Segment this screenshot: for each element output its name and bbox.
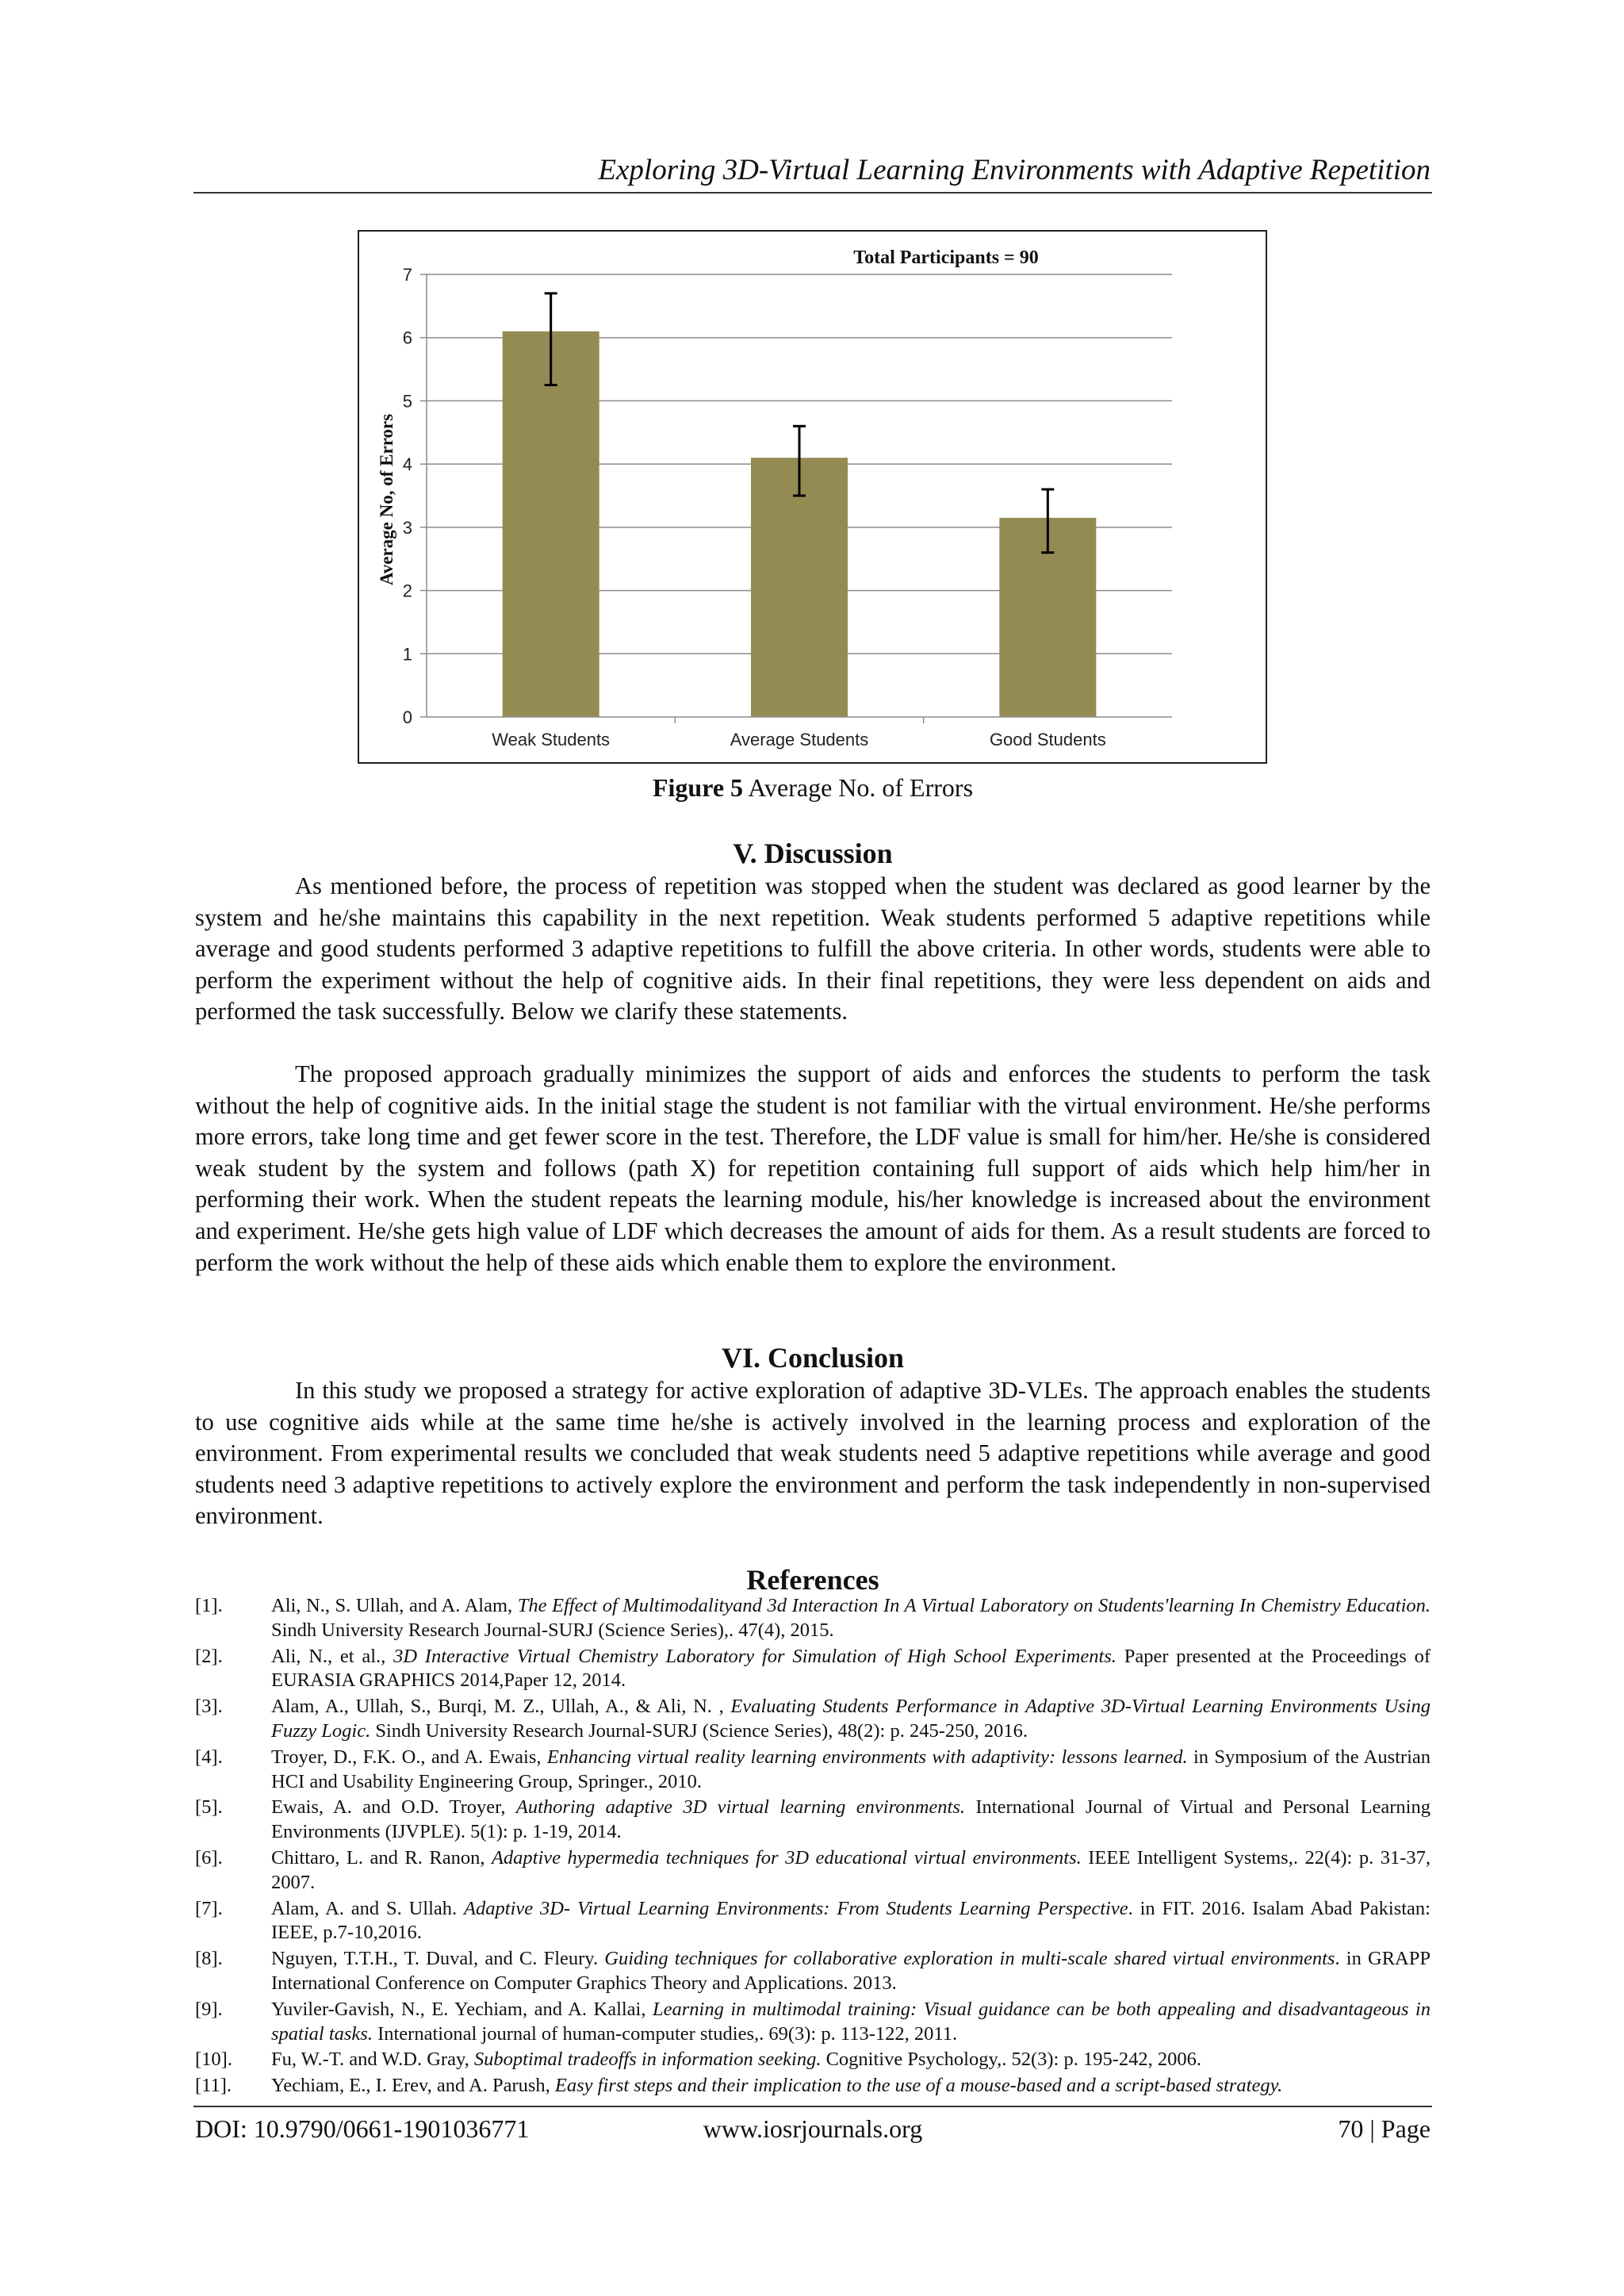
figure-caption-text: Average No. of Errors — [743, 773, 974, 802]
y-tick-label: 0 — [402, 707, 412, 727]
page-footer — [195, 2111, 1431, 2146]
chart-y-axis-label: Average No, of Errors — [377, 413, 396, 586]
y-tick-label: 2 — [402, 581, 412, 601]
chart-bars — [503, 332, 1097, 717]
references-list — [195, 1594, 1431, 2100]
reference-item: [2]. Ali, N., et al., 3D Interactive Virtual Chemistry Laboratory for Simulation of High School Experiments. Paper presented at the Proceedings of EURASIA GRAPHICS 2014,Paper 12, 2014. — [195, 1645, 1431, 1692]
reference-item: [11]. Yechiam, E., I. Erev, and A. Parush, Easy first steps and their implication to the use of a mouse-based and a script-based strategy. — [195, 2075, 1283, 2097]
discussion-paragraph-1: As mentioned before, the process of repetition was stopped when the student was declared as good learner by the system and he/she maintains this capability in the next repetition. Weak students performed 5 adaptive repetitions while average and good students performed 3 adaptive repetitions to fulfill the above criteria. In other words, students were able to perform the experiment without the help of cognitive aids. In their final repetitions, they were less dependent on aids and performed the task successfully. Below we clarify these statements. — [195, 872, 1431, 1025]
conclusion-paragraph: In this study we proposed a strategy for active exploration of adaptive 3D-VLEs. The approach enables the students to use cognitive aids while at the same time he/she is actively involved in the learning process and exploration of the environment. From experimental results we concluded that weak students need 5 adaptive repetitions while average and good students need 3 adaptive repetitions to actively explore the environment and perform the task independently in non-supervised environment. — [195, 1377, 1431, 1530]
y-tick-label: 7 — [402, 265, 412, 285]
reference-item: [5]. Ewais, A. and O.D. Troyer, Authoring adaptive 3D virtual learning environments. International Journal of Virtual and Personal Learning Environments (IJVPLE). 5(1): p. 1-19, 2014. — [195, 1796, 1431, 1843]
footer-doi: DOI: 10.9790/0661-1901036771 — [195, 2114, 530, 2143]
reference-item: [10]. Fu, W.-T. and W.D. Gray, Suboptimal tradeoffs in information seeking. Cognitive Psychology,. 52(3): p. 195-242, 2006. — [195, 2049, 1202, 2071]
y-tick-label: 4 — [402, 454, 412, 475]
chart-title: Total Participants = 90 — [853, 247, 1039, 268]
x-tick-label: Weak Students — [492, 730, 611, 749]
x-tick-label: Good Students — [989, 730, 1106, 749]
y-tick-label: 5 — [402, 391, 412, 412]
reference-item: [4]. Troyer, D., F.K. O., and A. Ewais, Enhancing virtual reality learning environments with adaptivity: lessons learned. in Symposium of the Austrian HCI and Usability Engineering Group, Springer., 2010. — [195, 1746, 1431, 1792]
conclusion-heading: VI. Conclusion — [721, 1342, 905, 1374]
figure-5-chart — [358, 230, 1267, 764]
running-head: Exploring 3D-Virtual Learning Environments with Adaptive Repetition — [598, 154, 1431, 186]
discussion-heading: V. Discussion — [733, 838, 893, 869]
reference-item: [6]. Chittaro, L. and R. Ranon, Adaptive hypermedia techniques for 3D educational virtual environments. IEEE Intelligent Systems,. 22(4): p. 31-37, 2007. — [195, 1846, 1431, 1893]
references-heading: References — [746, 1564, 879, 1596]
header-rule — [193, 192, 1432, 194]
footer-website: www.iosrjournals.org — [703, 2114, 923, 2143]
reference-item: [1]. Ali, N., S. Ullah, and A. Alam, The Effect of Multimodalityand 3d Interaction In A Virtual Laboratory on Students'learning In Chemistry Education. Sindh University Research Journal-SURJ (Science Series),. 47(4), 2015. — [195, 1595, 1431, 1641]
discussion-paragraph-2: The proposed approach gradually minimizes the support of aids and enforces the students to perform the task without the help of cognitive aids. In the initial stage the student is not familiar with the virtual environment. He/she performs more errors, take long time and get fewer score in the test. Therefore, the LDF value is small for him/her. He/she is considered weak student by the system and follows (path X) for repetition containing full support of aids which help him/her in performing their work. When the student repeats the learning module, his/her knowledge is increased about the environment and experiment. He/she gets high value of LDF which decreases the amount of aids for them. As a result students are forced to perform the work without the help of these aids which enable them to explore the environment. — [195, 1060, 1431, 1276]
bar-chart — [359, 232, 1266, 762]
figure-caption — [195, 771, 1431, 804]
reference-item: [8]. Nguyen, T.T.H., T. Duval, and C. Fleury. Guiding techniques for collaborative exploration in multi-scale shared virtual environments. in GRAPP International Conference on Computer Graphics Theory and Applications. 2013. — [195, 1948, 1431, 1994]
y-tick-label: 6 — [402, 328, 412, 348]
reference-item: [7]. Alam, A. and S. Ullah. Adaptive 3D- Virtual Learning Environments: From Students Learning Perspective. in FIT. 2016. Isalam Abad Pakistan: IEEE, p.7-10,2016. — [195, 1897, 1431, 1944]
bar-weak-students — [503, 332, 599, 717]
y-tick-label: 3 — [402, 517, 412, 538]
reference-item: [9]. Yuviler-Gavish, N., E. Yechiam, and A. Kallai, Learning in multimodal training: Visual guidance can be both appealing and disadvantageous in spatial tasks. International journal of human-computer studies,. 69(3): p. 113-122, 2011. — [195, 1998, 1431, 2045]
x-tick-label: Average Students — [730, 730, 869, 749]
reference-item: [3]. Alam, A., Ullah, S., Burqi, M. Z., Ullah, A., & Ali, N. , Evaluating Students Performance in Adaptive 3D-Virtual Learning Environments Using Fuzzy Logic. Sindh University Research Journal-SURJ (Science Series), 48(2): p. 245-250, 2016. — [195, 1696, 1431, 1742]
figure-label: Figure 5 — [652, 773, 744, 802]
y-tick-label: 1 — [402, 644, 412, 665]
footer-rule — [193, 2106, 1432, 2107]
footer-page-number: 70 | Page — [1338, 2114, 1431, 2143]
